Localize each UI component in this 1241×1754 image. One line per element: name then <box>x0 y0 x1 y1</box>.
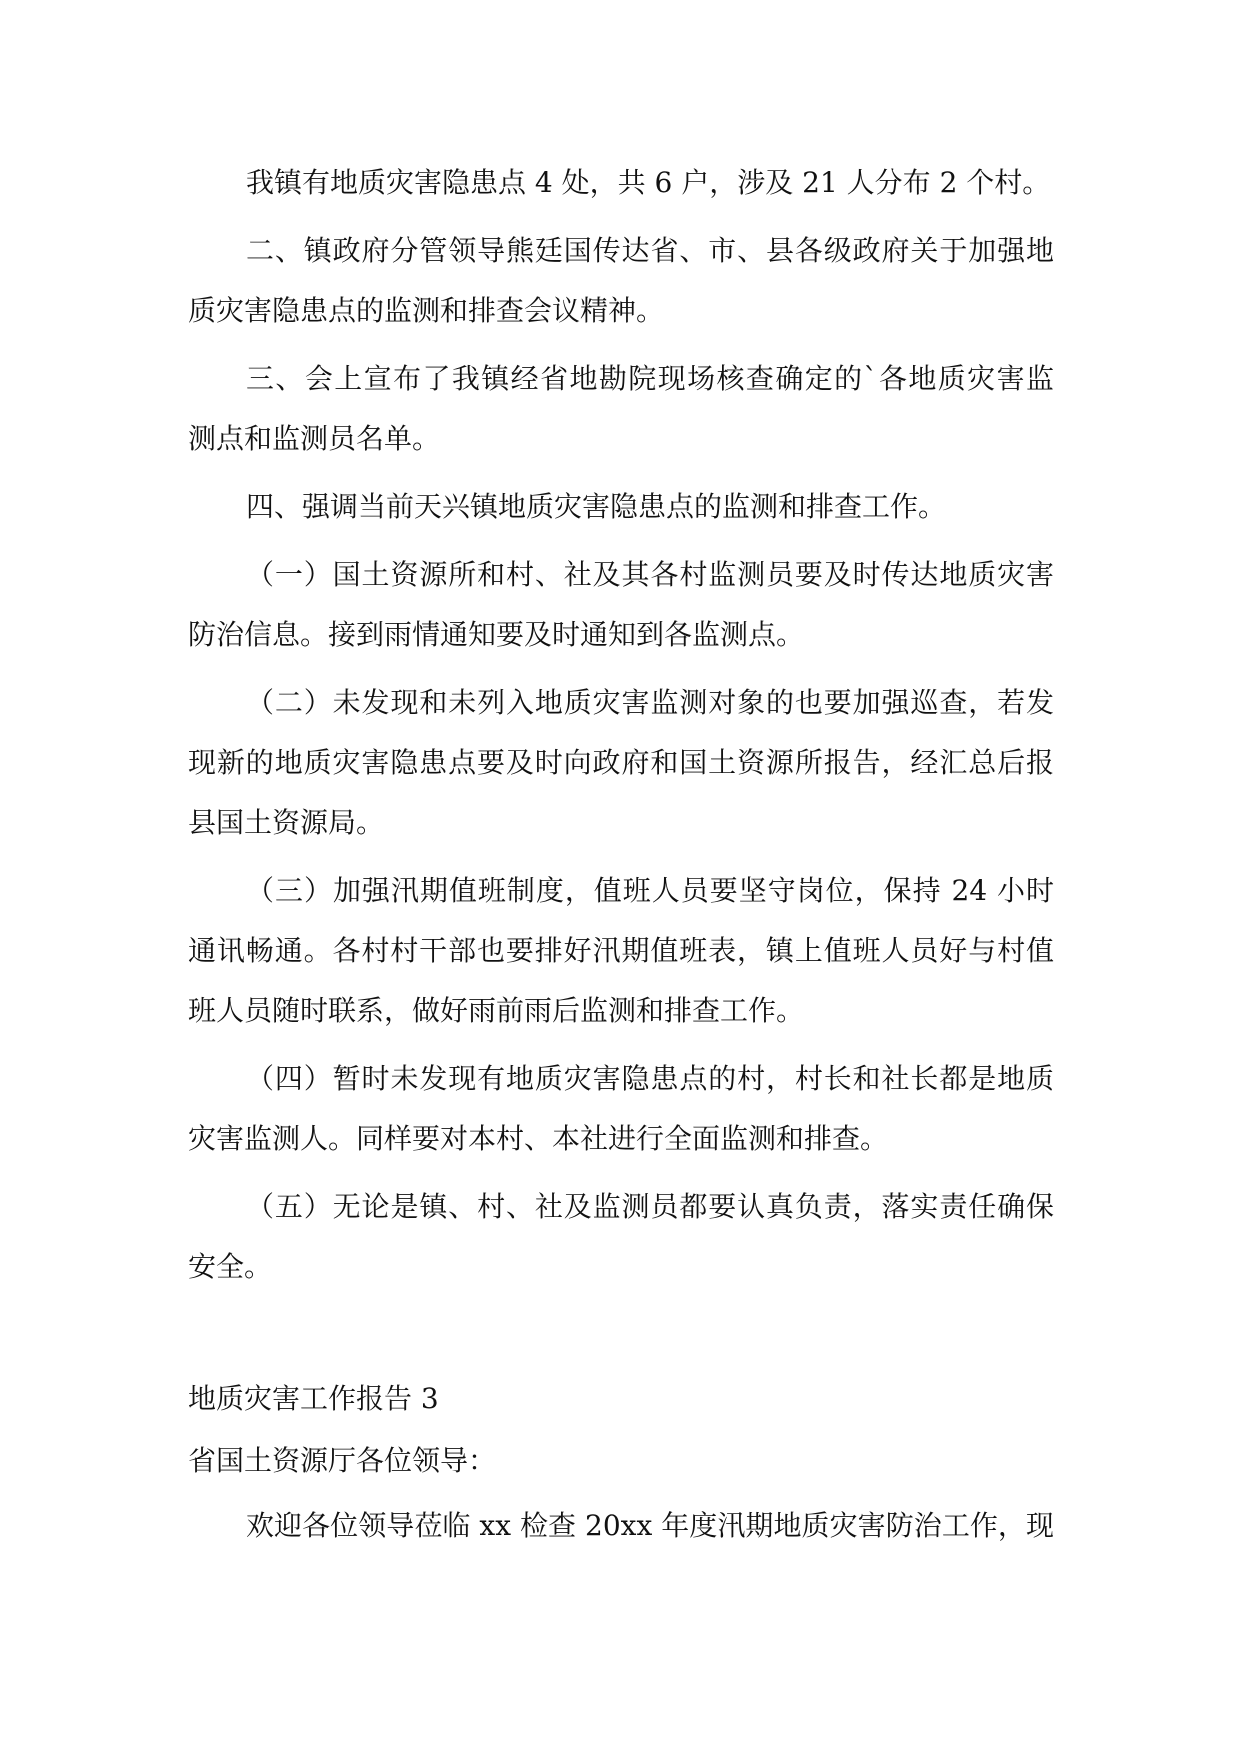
paragraph-line: 现新的地质灾害隐患点要及时向政府和国土资源所报告，经汇总后报 <box>188 746 1054 779</box>
paragraph-line: 测点和监测员名单。 <box>188 422 441 455</box>
paragraph-line: 质灾害隐患点的监测和排查会议精神。 <box>188 294 665 327</box>
paragraph-line: （二）未发现和未列入地质灾害监测对象的也要加强巡查，若发 <box>246 686 1054 719</box>
paragraph-line: 欢迎各位领导莅临 xx 检查 20xx 年度汛期地质灾害防治工作，现 <box>246 1509 1054 1542</box>
paragraph-line: 班人员随时联系，做好雨前雨后监测和排查工作。 <box>188 994 805 1027</box>
paragraph-line: 通讯畅通。各村村干部也要排好汛期值班表，镇上值班人员好与村值 <box>188 934 1054 967</box>
paragraph-line: （四）暂时未发现有地质灾害隐患点的村，村长和社长都是地质 <box>246 1062 1054 1095</box>
salutation: 省国土资源厅各位领导： <box>188 1444 497 1477</box>
section-heading: 地质灾害工作报告 3 <box>188 1382 439 1415</box>
paragraph-line: （三）加强汛期值班制度，值班人员要坚守岗位，保持 24 小时 <box>246 874 1054 907</box>
paragraph-line: 县国土资源局。 <box>188 806 385 839</box>
paragraph-line: 四、强调当前天兴镇地质灾害隐患点的监测和排查工作。 <box>246 490 947 523</box>
paragraph-line: 二、镇政府分管领导熊廷国传达省、市、县各级政府关于加强地 <box>246 234 1054 267</box>
paragraph-line: 灾害监测人。同样要对本村、本社进行全面监测和排查。 <box>188 1122 889 1155</box>
paragraph-line: （五）无论是镇、村、社及监测员都要认真负责，落实责任确保 <box>246 1190 1054 1223</box>
paragraph-line: 三、会上宣布了我镇经省地勘院现场核查确定的`各地质灾害监 <box>246 362 1054 395</box>
paragraph-line: 我镇有地质灾害隐患点 4 处，共 6 户，涉及 21 人分布 2 个村。 <box>246 166 1051 199</box>
paragraph-line: （一）国土资源所和村、社及其各村监测员要及时传达地质灾害 <box>246 558 1054 591</box>
paragraph-line: 防治信息。接到雨情通知要及时通知到各监测点。 <box>188 618 805 651</box>
paragraph-line: 安全。 <box>188 1250 273 1283</box>
